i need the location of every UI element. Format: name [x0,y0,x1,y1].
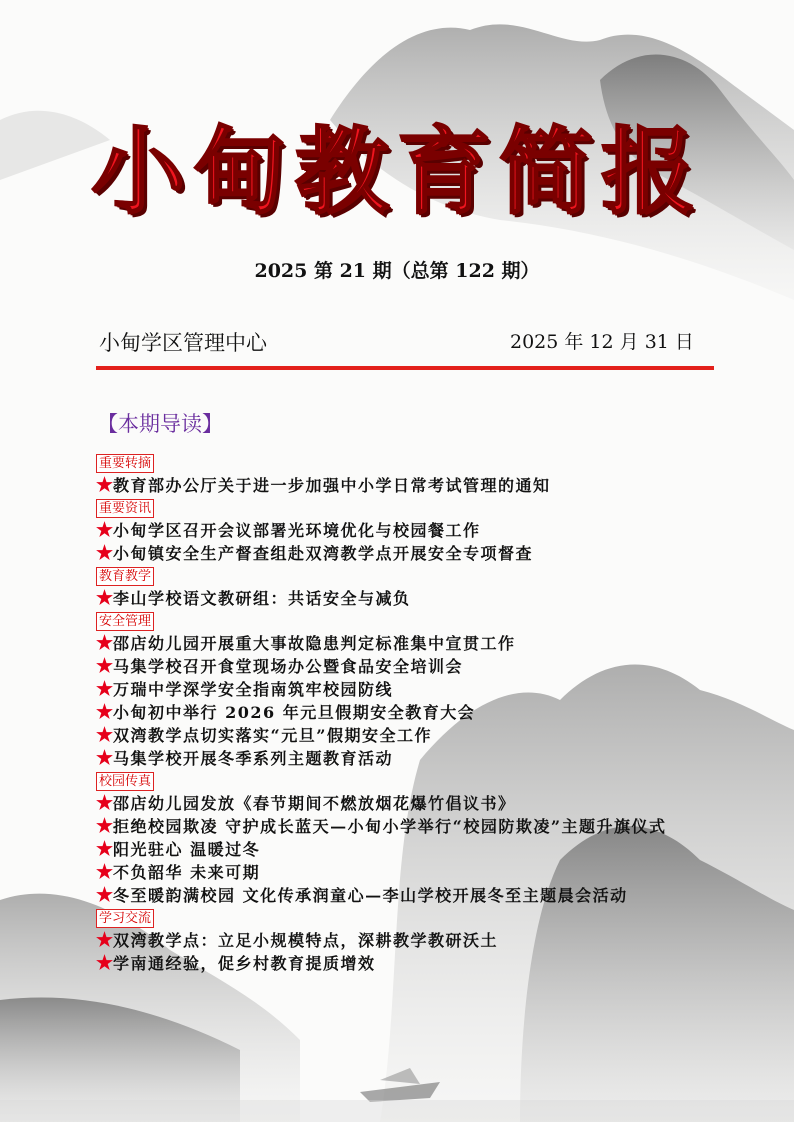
star-icon: ★ [96,815,114,837]
toc-item-title: 小甸镇安全生产督查组赴双湾教学点开展安全专项督查 [113,544,534,563]
section-label: 教育教学 [96,567,154,586]
toc-item[interactable] [96,884,716,907]
toc-item[interactable] [96,587,716,610]
star-icon: ★ [96,701,114,723]
section-important-digest [96,452,716,497]
issue-number: 2025 第 21 期（总第 122 期） [254,260,540,282]
toc-item-title: 李山学校语文教研组：共话安全与减负 [113,589,411,608]
toc-item-title: 马集学校开展冬季系列主题教育活动 [113,749,394,768]
toc-item[interactable] [96,655,716,678]
toc-item[interactable] [96,952,716,975]
section-campus-news [96,770,716,907]
star-icon: ★ [96,929,114,951]
toc-item[interactable] [96,632,716,655]
section-teaching [96,565,716,610]
star-icon: ★ [96,724,114,746]
star-icon: ★ [96,884,114,906]
toc-item-title: 邵店幼儿园开展重大事故隐患判定标准集中宣贯工作 [113,634,516,653]
toc-item[interactable] [96,542,716,565]
guide-heading: 【本期导读】 [97,412,223,436]
section-label: 重要转摘 [96,454,154,473]
toc-item[interactable] [96,815,716,838]
publisher-name: 小甸学区管理中心 [99,331,267,355]
section-label: 安全管理 [96,612,154,631]
toc-item-title: 冬至暖韵满校园 文化传承润童心—李山学校开展冬至主题晨会活动 [113,886,628,905]
section-label: 校园传真 [96,772,154,791]
toc-item-title: 邵店幼儿园发放《春节期间不燃放烟花爆竹倡议书》 [113,794,516,813]
toc-item-title: 万瑞中学深学安全指南筑牢校园防线 [113,680,394,699]
toc-item-title: 双湾教学点切实落实“元旦”假期安全工作 [113,726,432,745]
star-icon: ★ [96,678,114,700]
star-icon: ★ [96,747,114,769]
toc-item-title: 小甸初中举行 2026 年元旦假期安全教育大会 [113,703,476,722]
toc-item-title: 马集学校召开食堂现场办公暨食品安全培训会 [113,657,464,676]
section-learning-exchange [96,907,716,975]
star-icon: ★ [96,519,114,541]
publication-date: 2025 年 12 月 31 日 [510,331,694,353]
toc-item[interactable] [96,861,716,884]
toc-item-title: 阳光驻心 温暖过冬 [113,840,261,859]
star-icon: ★ [96,632,114,654]
newsletter-masthead: 小甸教育简报 [90,118,703,227]
star-icon: ★ [96,838,114,860]
star-icon: ★ [96,474,114,496]
toc-item-title: 小甸学区召开会议部署光环境优化与校园餐工作 [113,521,481,540]
star-icon: ★ [96,861,114,883]
toc-item[interactable] [96,838,716,861]
table-of-contents [96,452,716,975]
toc-item[interactable] [96,701,716,724]
toc-item-title: 教育部办公厅关于进一步加强中小学日常考试管理的通知 [113,476,551,495]
toc-item[interactable] [96,474,716,497]
toc-item[interactable] [96,747,716,770]
toc-item-title: 不负韶华 未来可期 [113,863,261,882]
section-important-news [96,497,716,565]
header-divider [96,366,714,370]
section-label: 重要资讯 [96,499,154,518]
toc-item[interactable] [96,678,716,701]
toc-item-title: 拒绝校园欺凌 守护成长蓝天—小甸小学举行“校园防欺凌”主题升旗仪式 [113,817,667,836]
star-icon: ★ [96,792,114,814]
toc-item-title: 学南通经验，促乡村教育提质增效 [113,954,376,973]
star-icon: ★ [96,952,114,974]
toc-item[interactable] [96,519,716,542]
star-icon: ★ [96,587,114,609]
toc-item[interactable] [96,792,716,815]
section-label: 学习交流 [96,909,154,928]
section-safety [96,610,716,770]
toc-item[interactable] [96,929,716,952]
toc-item-title: 双湾教学点：立足小规模特点，深耕教学教研沃土 [113,931,499,950]
star-icon: ★ [96,655,114,677]
toc-item[interactable] [96,724,716,747]
star-icon: ★ [96,542,114,564]
